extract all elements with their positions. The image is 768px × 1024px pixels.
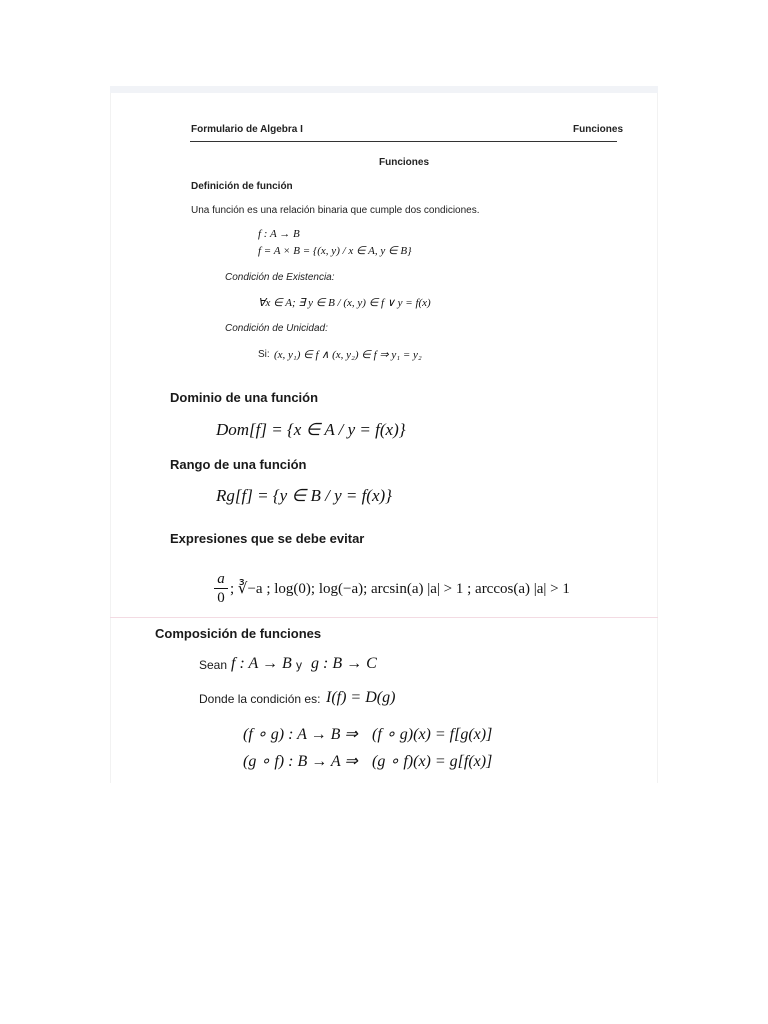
definicion-formula-2: f = A × B = {(x, y) / x ∈ A, y ∈ B} bbox=[258, 245, 412, 257]
page-top-band bbox=[110, 86, 658, 93]
sean-label: Sean bbox=[199, 658, 228, 672]
existencia-label: Condición de Existencia: bbox=[225, 272, 335, 283]
definicion-formula-1: f : A → B bbox=[258, 228, 300, 240]
evitar-fraction bbox=[214, 571, 228, 606]
unicidad-formula: (x, y₁) ∈ f ∧ (x, y₂) ∈ f ⇒ y₁ = y₂ bbox=[274, 349, 422, 361]
composicion-heading: Composición de funciones bbox=[155, 626, 322, 641]
rango-formula: Rg[f] = {y ∈ B / y = f(x)} bbox=[216, 486, 392, 505]
header-left: Formulario de Algebra I bbox=[191, 124, 303, 135]
composicion-row2-right: (g ∘ f)(x) = g[f(x)] bbox=[372, 753, 493, 770]
evitar-heading: Expresiones que se debe evitar bbox=[170, 531, 365, 546]
sean-f-formula: f : A → B bbox=[231, 655, 292, 672]
evitar-expressions: ; ∛−a ; log(0); log(−a); arcsin(a) |a| > 1 ; arccos(a) |a| > 1 bbox=[230, 581, 570, 597]
page-title: Funciones bbox=[379, 157, 430, 168]
condicion-formula: I(f) = D(g) bbox=[326, 689, 396, 706]
page-left-edge bbox=[110, 93, 111, 783]
page-right-edge bbox=[657, 93, 658, 783]
definicion-heading: Definición de función bbox=[191, 181, 293, 192]
rango-heading: Rango de una función bbox=[170, 457, 307, 472]
fraction-numerator: a bbox=[217, 571, 225, 587]
section-divider bbox=[110, 617, 658, 618]
y-label: y bbox=[296, 658, 302, 672]
existencia-formula: ∀x ∈ A; ∃ y ∈ B / (x, y) ∈ f ∨ y = f(x) bbox=[258, 297, 431, 309]
sean-g-formula: g : B → C bbox=[311, 655, 377, 672]
unicidad-label: Condición de Unicidad: bbox=[225, 323, 328, 334]
dominio-formula: Dom[f] = {x ∈ A / y = f(x)} bbox=[216, 420, 406, 439]
composicion-row2-left: (g ∘ f) : B → A ⇒ bbox=[243, 753, 358, 770]
composicion-row1-right: (f ∘ g)(x) = f[g(x)] bbox=[372, 726, 493, 743]
header-right: Funciones bbox=[573, 124, 624, 135]
dominio-heading: Dominio de una función bbox=[170, 390, 319, 405]
header-divider bbox=[190, 141, 617, 142]
composicion-row1-left: (f ∘ g) : A → B ⇒ bbox=[243, 726, 358, 743]
fraction-bar bbox=[214, 588, 228, 589]
unicidad-prefix: Si: bbox=[258, 349, 270, 360]
definicion-text: Una función es una relación binaria que cumple dos condiciones. bbox=[191, 205, 480, 216]
fraction-denominator: 0 bbox=[217, 590, 225, 606]
condicion-label: Donde la condición es: bbox=[199, 692, 321, 706]
